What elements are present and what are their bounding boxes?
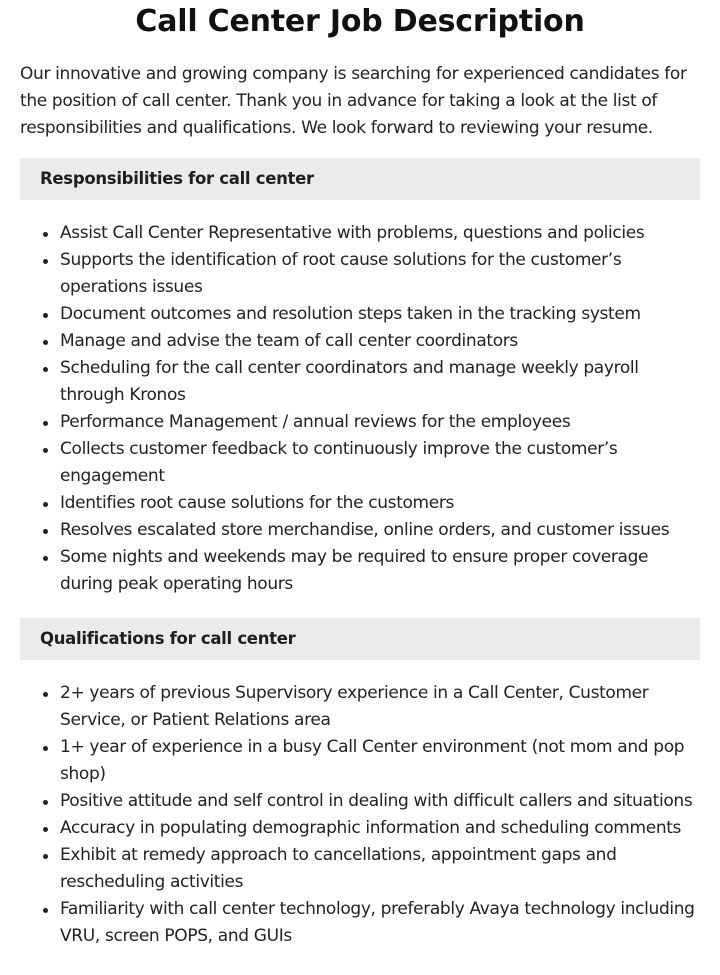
- bullet-icon: [43, 340, 48, 345]
- list-item: [60, 436, 700, 490]
- bullet-icon: [43, 556, 48, 561]
- responsibilities-list: [20, 220, 700, 598]
- list-item-text: Manage and advise the team of call center coordinators: [60, 331, 518, 351]
- page-title: Call Center Job Description: [135, 4, 585, 39]
- responsibilities-section: [20, 158, 700, 598]
- list-item: [60, 788, 700, 815]
- list-item: [60, 328, 700, 355]
- list-item-text: Familiarity with call center technology, preferably Avaya technology including VRU, screen POPS, and GUIs: [60, 899, 695, 946]
- list-item: [60, 896, 700, 950]
- list-item-text: 1+ year of experience in a busy Call Center environment (not mom and pop shop): [60, 737, 685, 784]
- list-item-text: Collects customer feedback to continuously improve the customer’s engagement: [60, 439, 618, 486]
- bullet-icon: [43, 529, 48, 534]
- bullet-icon: [43, 502, 48, 507]
- list-item: [60, 355, 700, 409]
- bullet-icon: [43, 800, 48, 805]
- list-item: [60, 490, 700, 517]
- list-item-text: Document outcomes and resolution steps taken in the tracking system: [60, 304, 641, 324]
- bullet-icon: [43, 746, 48, 751]
- bullet-icon: [43, 259, 48, 264]
- list-item-text: 2+ years of previous Supervisory experience in a Call Center, Customer Service, or Patient Relations area: [60, 683, 649, 730]
- bullet-icon: [43, 448, 48, 453]
- list-item-text: Positive attitude and self control in dealing with difficult callers and situations: [60, 791, 693, 811]
- list-item-text: Some nights and weekends may be required to ensure proper coverage during peak operating hours: [60, 547, 649, 594]
- list-item: [60, 734, 700, 788]
- job-description-page: [0, 2, 720, 975]
- list-item-text: Resolves escalated store merchandise, online orders, and customer issues: [60, 520, 670, 540]
- bullet-icon: [43, 421, 48, 426]
- bullet-icon: [43, 313, 48, 318]
- bullet-icon: [43, 367, 48, 372]
- list-item: [60, 247, 700, 301]
- list-item: [60, 517, 700, 544]
- list-item: [60, 842, 700, 896]
- bullet-icon: [43, 232, 48, 237]
- responsibilities-heading: Responsibilities for call center: [20, 158, 700, 200]
- bullet-icon: [43, 692, 48, 697]
- list-item-text: Assist Call Center Representative with problems, questions and policies: [60, 223, 645, 243]
- qualifications-list: [20, 680, 700, 950]
- bullet-icon: [43, 854, 48, 859]
- list-item-text: Supports the identification of root cause solutions for the customer’s operations issues: [60, 250, 622, 297]
- list-item-text: Performance Management / annual reviews for the employees: [60, 412, 571, 432]
- list-item-text: Identifies root cause solutions for the customers: [60, 493, 455, 513]
- qualifications-section: [20, 618, 700, 950]
- bullet-icon: [43, 908, 48, 913]
- list-item-text: Exhibit at remedy approach to cancellations, appointment gaps and rescheduling activities: [60, 845, 617, 892]
- list-item-text: Accuracy in populating demographic information and scheduling comments: [60, 818, 682, 838]
- list-item: [60, 409, 700, 436]
- list-item: [60, 815, 700, 842]
- qualifications-heading: Qualifications for call center: [20, 618, 700, 660]
- list-item: [60, 544, 700, 598]
- list-item: [60, 220, 700, 247]
- bullet-icon: [43, 827, 48, 832]
- list-item: [60, 680, 700, 734]
- list-item-text: Scheduling for the call center coordinators and manage weekly payroll through Kronos: [60, 358, 639, 405]
- intro-paragraph: Our innovative and growing company is searching for experienced candidates for the position of call center. Thank you in advance for taking a look at the list of responsibilities and qualifications. We look forward to reviewing your resume.: [20, 64, 687, 138]
- list-item: [60, 301, 700, 328]
